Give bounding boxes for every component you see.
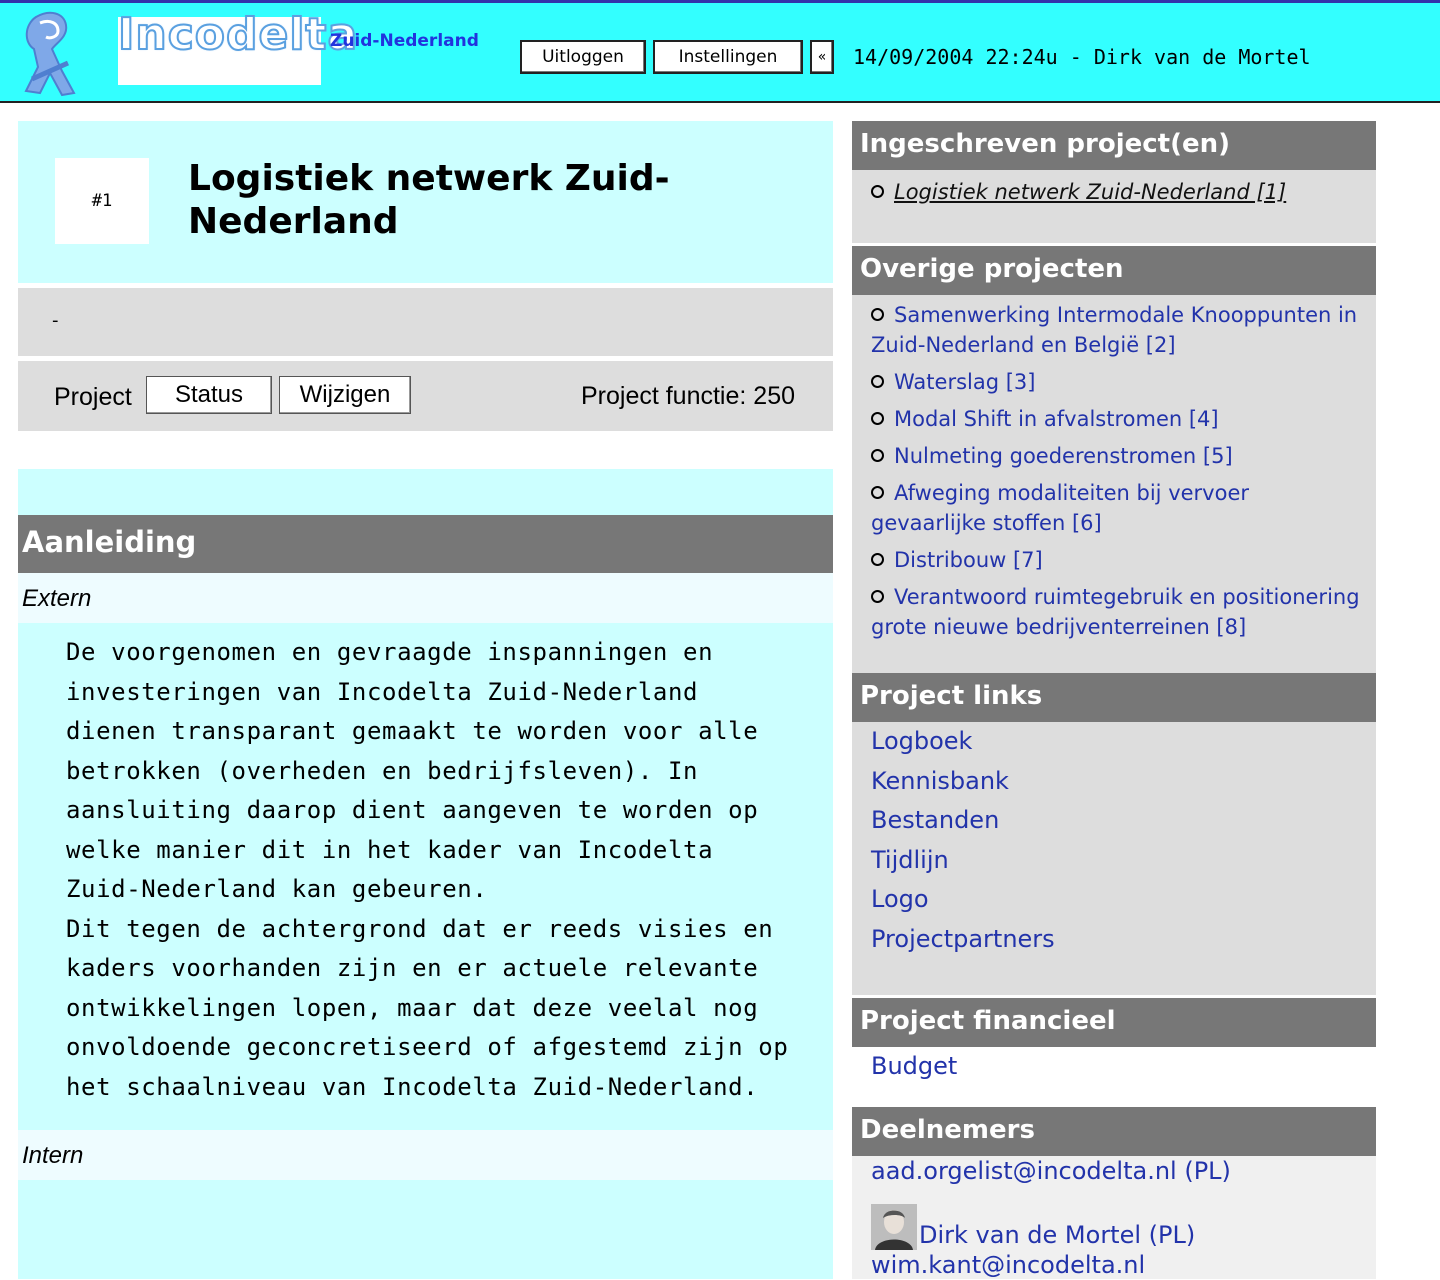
members-heading: Deelnemers <box>852 1107 1376 1156</box>
circle-bullet-icon <box>871 449 884 462</box>
circle-bullet-icon <box>871 590 884 603</box>
link-projectpartners[interactable]: Projectpartners <box>871 924 1055 953</box>
list-item <box>871 582 1368 642</box>
other-project-link[interactable]: Samenwerking Intermodale Knooppunten in Zuid-Nederland en België [2] <box>871 303 1358 357</box>
project-label: Project <box>54 383 132 411</box>
list-item <box>871 1047 1368 1087</box>
other-project-link[interactable]: Modal Shift in afvalstromen [4] <box>894 407 1219 431</box>
list-item <box>871 367 1368 397</box>
circle-bullet-icon <box>871 375 884 388</box>
link-logo[interactable]: Logo <box>871 885 929 914</box>
other-project-link[interactable]: Verantwoord ruimtegebruik en positionering grote nieuwe bedrijventerreinen [8] <box>871 585 1360 639</box>
project-description-panel <box>18 288 833 356</box>
link-bestanden[interactable]: Bestanden <box>871 806 1000 835</box>
member-link[interactable]: aad.orgelist@incodelta.nl (PL) <box>871 1157 1231 1185</box>
list-item <box>871 841 1368 881</box>
other-projects-heading: Overige projecten <box>852 246 1376 295</box>
extern-text-panel <box>18 623 833 1130</box>
list-item <box>871 478 1368 538</box>
project-title-panel <box>18 121 833 283</box>
list-item <box>871 300 1368 360</box>
registered-projects-panel <box>852 121 1376 243</box>
edit-button[interactable]: Wijzigen <box>279 376 411 414</box>
logo-subtitle: Zuid-Nederland <box>330 31 479 51</box>
list-item <box>871 441 1368 471</box>
project-links-panel <box>852 673 1376 995</box>
session-info: 14/09/2004 22:24u - Dirk van de Mortel <box>853 45 1311 69</box>
other-project-link[interactable]: Afweging modaliteiten bij vervoer gevaarlijke stoffen [6] <box>871 481 1250 535</box>
circle-bullet-icon <box>871 185 884 198</box>
status-button[interactable]: Status <box>146 376 272 414</box>
circle-bullet-icon <box>871 553 884 566</box>
member-link[interactable]: Dirk van de Mortel (PL) <box>919 1221 1196 1249</box>
logo-figure-icon <box>16 9 82 99</box>
circle-bullet-icon <box>871 308 884 321</box>
members-panel <box>852 1107 1376 1279</box>
logo-wordmark[interactable] <box>118 9 359 85</box>
avatar <box>871 1204 917 1250</box>
page-title: Logistiek netwerk Zuid-Nederland <box>188 158 670 242</box>
link-logboek[interactable]: Logboek <box>871 727 973 755</box>
link-tijdlijn[interactable]: Tijdlijn <box>871 845 949 874</box>
other-projects-panel <box>852 246 1376 673</box>
circle-bullet-icon <box>871 412 884 425</box>
registered-project-link[interactable]: Logistiek netwerk Zuid-Nederland [1] <box>894 180 1287 204</box>
extern-text: De voorgenomen en gevraagde inspanningen en investeringen van Incodelta Zuid-Nederland dienen transparant gemaakt te worden voor alle betrokken (overheden en bedrijfsleven). In aansluiting daarop dient aangeven te worden op welke manier dit in het kader van Incodelta Zuid-Nederland kan gebeuren. Dit tegen de achtergrond dat er reeds visies en kaders voorhanden zijn en er actuele relevante ontwikkelingen lopen, maar dat deze veelal nog onvoldoende geconcretiseerd of afgestemd zijn op het schaalniveau van Incodelta Zuid-Nederland. <box>66 638 789 1101</box>
logout-button[interactable]: Uitloggen <box>520 40 646 74</box>
project-financial-panel <box>852 998 1376 1104</box>
person-photo-icon <box>871 1204 917 1250</box>
project-number: #1 <box>55 158 149 244</box>
other-project-link[interactable]: Waterslag [3] <box>894 370 1036 394</box>
link-budget[interactable]: Budget <box>871 1052 958 1080</box>
list-item <box>871 177 1368 207</box>
intern-text-panel <box>18 1180 833 1279</box>
list-item <box>871 920 1368 960</box>
spacer-band <box>18 469 833 515</box>
project-toolbar <box>18 361 833 431</box>
project-links-heading: Project links <box>852 673 1376 722</box>
member-link[interactable]: wim.kant@incodelta.nl <box>871 1251 1146 1279</box>
project-function: Project functie: 250 <box>580 382 795 410</box>
subheading-extern: Extern <box>18 573 833 623</box>
subheading-intern: Intern <box>18 1130 833 1180</box>
registered-projects-heading: Ingeschreven project(en) <box>852 121 1376 170</box>
list-item <box>871 545 1368 575</box>
list-item <box>871 404 1368 434</box>
link-kennisbank[interactable]: Kennisbank <box>871 766 1009 795</box>
list-item <box>871 722 1368 762</box>
logo-text: Incodelta <box>118 9 359 60</box>
collapse-button[interactable]: « <box>810 40 834 74</box>
project-description: - <box>52 310 59 331</box>
other-project-link[interactable]: Distribouw [7] <box>894 548 1043 572</box>
settings-button[interactable]: Instellingen <box>653 40 803 74</box>
list-item <box>871 880 1368 920</box>
list-item <box>871 762 1368 802</box>
section-heading-aanleiding: Aanleiding <box>18 515 833 573</box>
list-item <box>871 801 1368 841</box>
circle-bullet-icon <box>871 486 884 499</box>
top-header <box>0 0 1440 103</box>
project-financial-heading: Project financieel <box>852 998 1376 1047</box>
other-project-link[interactable]: Nulmeting goederenstromen [5] <box>894 444 1233 468</box>
